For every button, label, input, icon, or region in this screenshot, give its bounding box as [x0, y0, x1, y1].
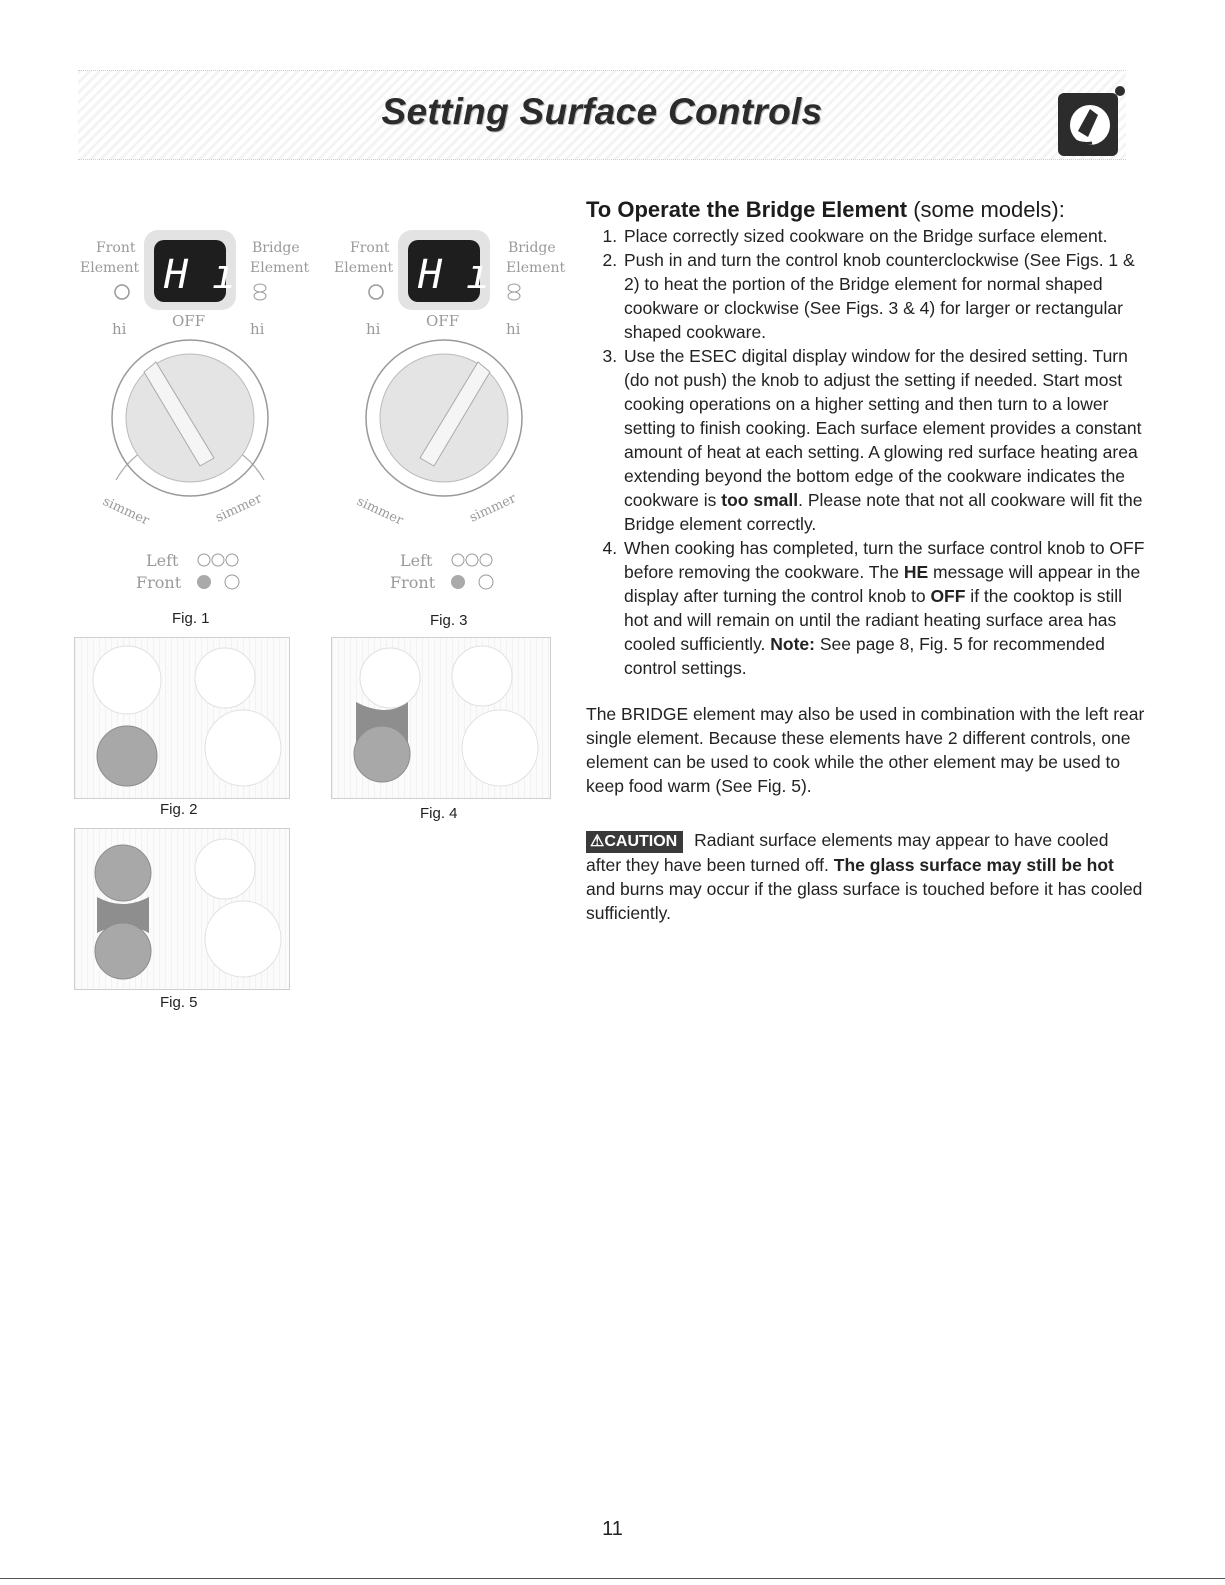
knob-figure-1: [72, 222, 310, 600]
bridge-label: Bridge: [508, 240, 556, 256]
bottom-rule: [0, 1578, 1225, 1579]
step-text: if the cooktop is still hot and will remain on until the radiant heating surface area has cooled sufficiently.: [624, 586, 1123, 654]
off-label: OFF: [172, 312, 206, 330]
display-readout: H ı: [418, 252, 491, 298]
simmer-label-left: simmer: [354, 494, 406, 529]
hi-label-right: hi: [506, 320, 521, 338]
steps-list: [586, 224, 1146, 680]
step-item: [622, 248, 1146, 344]
instructions-column: [586, 198, 1146, 925]
fig-4-label: Fig. 4: [420, 805, 458, 822]
cooktop-diagram-fig2: [74, 637, 290, 799]
front-pos-label: Front: [136, 573, 182, 592]
step-text: Use the ESEC digital display window for the desired setting. Turn (do not push) the knob to adjust the setting if needed. Start most cooking operations on a higher setting and then turn to a lower setting to finish cooking. Each surface element provides a constant amount of heat at each setting. A glowing red surface heating area extending beyond the bottom edge of the cookware indicates the cookware is: [624, 346, 1142, 510]
cooktop-diagram-fig4: [331, 637, 551, 799]
front-pos-label: Front: [390, 573, 436, 592]
step-text-tail: . Please note that not all cookware will fit the Bridge element correctly.: [624, 490, 1143, 534]
step-text: message will appear in the display after turning the control knob to: [624, 562, 1141, 606]
off-label: OFF: [426, 312, 460, 330]
hi-label-left: hi: [366, 320, 381, 338]
he-message: HE: [903, 562, 929, 582]
element-label-right: Element: [506, 260, 566, 276]
left-label: Left: [146, 551, 179, 570]
warning-triangle-icon: ⚠: [590, 833, 605, 850]
step-text: See page 8, Fig. 5 for recommended control settings.: [624, 634, 1105, 678]
caution-text-tail: and burns may occur if the glass surface is touched before it has cooled sufficiently.: [586, 879, 1143, 923]
step-item: [622, 344, 1146, 536]
fig-2-label: Fig. 2: [160, 801, 198, 818]
step-item: [622, 224, 1146, 248]
bridge-label: Bridge: [252, 240, 300, 256]
element-label-right: Element: [250, 260, 310, 276]
off-emphasis: OFF: [930, 586, 966, 606]
cooktop-diagram-fig5: [74, 828, 290, 990]
knob-figure-3: [326, 222, 566, 600]
heated-element: [354, 726, 410, 782]
heated-element: [97, 726, 157, 786]
left-label: Left: [400, 551, 433, 570]
caution-badge-text: CAUTION: [604, 833, 678, 850]
front-label: Front: [96, 240, 136, 256]
heated-rear-element: [95, 845, 151, 901]
caution-emphasis: The glass surface may still be hot: [833, 855, 1114, 875]
hi-label-left: hi: [112, 320, 127, 338]
front-label: Front: [350, 240, 390, 256]
fig-3-label: Fig. 3: [430, 612, 468, 629]
element-indicator-icon: [115, 285, 129, 299]
step-text: Push in and turn the control knob counterclockwise (See Figs. 1 & 2) to heat the portion of the Bridge element for normal shaped cookware or clockwise (See Figs. 3 & 4) for larger or rectangular shaped cookware.: [624, 250, 1135, 342]
simmer-label-right: simmer: [213, 491, 265, 526]
caution-text: Radiant surface elements may appear to have cooled after they have been turned off.: [586, 830, 1109, 875]
section-heading-bold: To Operate the Bridge Element: [586, 197, 908, 222]
section-heading-rest: (some models):: [907, 197, 1065, 222]
caution-badge: [586, 831, 683, 853]
page-number: 11: [602, 1518, 623, 1540]
page-title: Setting Surface Controls: [381, 91, 823, 132]
fig-1-label: Fig. 1: [172, 610, 210, 627]
simmer-label-right: simmer: [467, 491, 519, 526]
step-text: When cooking has completed, turn the surface control knob to OFF before removing the cookware. The: [624, 538, 1145, 582]
heated-element: [95, 923, 151, 979]
fig-5-label: Fig. 5: [160, 994, 198, 1011]
hand-on-knob-icon: [1058, 85, 1125, 156]
simmer-label-left: simmer: [100, 494, 152, 529]
element-indicator-icon: [369, 285, 383, 299]
note-label: Note:: [770, 634, 815, 654]
bridge-paragraph: The BRIDGE element may also be used in combination with the left rear single element. Because these elements have 2 different controls, one element can be used to cook while the other element may be used to keep food warm (See Fig. 5).: [586, 704, 1145, 796]
step-text: Place correctly sized cookware on the Bridge surface element.: [624, 226, 1108, 246]
header-band: [78, 70, 1126, 160]
step-item: [622, 536, 1146, 680]
hi-label-right: hi: [250, 320, 265, 338]
element-label-left: Element: [80, 260, 140, 276]
display-readout: H ı: [164, 252, 237, 298]
element-label-left: Element: [334, 260, 394, 276]
caution-paragraph: [586, 828, 1146, 925]
section-heading: [586, 198, 1146, 222]
too-small-emphasis: too small: [721, 490, 799, 510]
